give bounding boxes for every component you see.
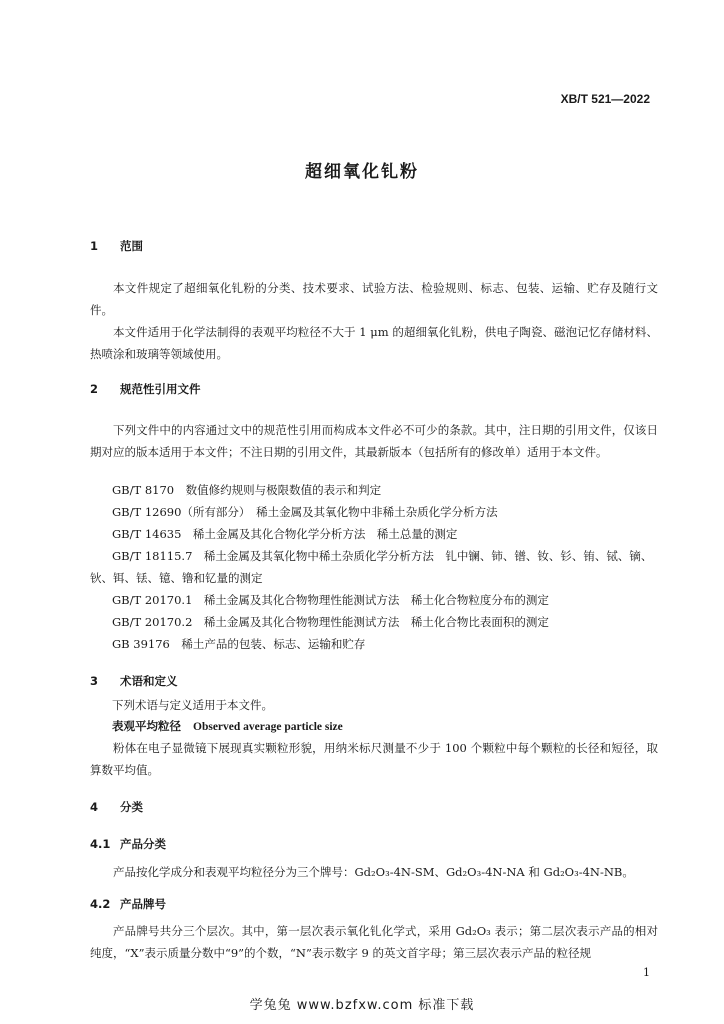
section-title: 规范性引用文件 <box>120 382 201 396</box>
classification-text: 产品按化学成分和表观平均粒径分为三个牌号：Gd₂O₃-4N-SM、Gd₂O₃-4N-NA 和 Gd₂O₃-4N-NB。 <box>113 865 634 879</box>
document-title: 超细氧化钆粉 <box>305 162 419 182</box>
footer-watermark: 学兔兔 www.bzfxw.com 标准下载 <box>249 998 475 1013</box>
subsection-title: 产品分类 <box>120 837 166 851</box>
grade-text: 产品牌号共分三个层次。其中，第一层次表示氧化钆化学式，采用 Gd₂O₃ 表示；第二层次表示产品的相对纯度，“X”表示质量分数中“9”的个数，“N”表示数字 9 的英文首字母；第三层次表示产品的粒径规 <box>90 924 658 960</box>
section-number: 4 <box>90 800 99 814</box>
reference-item: GB/T 14635 稀土金属及其化合物化学分析方法 稀土总量的测定 <box>112 527 458 541</box>
section-4-heading <box>90 799 143 815</box>
term-english: Observed average particle size <box>193 721 343 733</box>
reference-item: GB/T 8170 数值修约规则与极限数值的表示和判定 <box>112 483 382 497</box>
section-title: 范围 <box>120 239 143 253</box>
reference-item: GB 39176 稀土产品的包装、标志、运输和贮存 <box>112 637 366 651</box>
scope-paragraph-2: 本文件适用于化学法制得的表观平均粒径不大于 1 μm 的超细氧化钆粉，供电子陶瓷、磁泡记忆存储材料、热喷涂和玻璃等领域使用。 <box>90 325 658 361</box>
section-number: 3 <box>90 674 99 688</box>
terms-intro: 下列术语与定义适用于本文件。 <box>112 698 273 712</box>
section-number: 2 <box>90 382 99 396</box>
section-2-heading <box>90 381 201 397</box>
reference-item: GB/T 20170.1 稀土金属及其化合物物理性能测试方法 稀土化合物粒度分布的测定 <box>112 593 549 607</box>
subsection-4-2-heading <box>90 896 166 912</box>
reference-item-continued: 钬、铒、铥、镱、镥和钇量的测定 <box>90 571 263 585</box>
section-title: 分类 <box>120 800 143 814</box>
section-number: 1 <box>90 239 99 253</box>
scope-paragraph-1: 本文件规定了超细氧化钆粉的分类、技术要求、试验方法、检验规则、标志、包装、运输、贮存及随行文件。 <box>90 281 658 317</box>
reference-item: GB/T 20170.2 稀土金属及其化合物物理性能测试方法 稀土化合物比表面积的测定 <box>112 615 549 629</box>
subsection-number: 4.2 <box>90 897 111 911</box>
section-1-heading <box>90 238 143 254</box>
subsection-4-1-heading <box>90 836 166 852</box>
reference-item: GB/T 18115.7 稀土金属及其氧化物中稀土杂质化学分析方法 钆中镧、铈、镨、钕、钐、铕、铽、镝、 <box>112 549 653 563</box>
term-entry <box>112 716 343 737</box>
page-number: 1 <box>643 966 650 979</box>
standard-number: XB/T 521—2022 <box>560 92 650 106</box>
term-chinese: 表观平均粒径 <box>112 719 181 733</box>
section-title: 术语和定义 <box>120 674 178 688</box>
reference-item: GB/T 12690（所有部分） 稀土金属及其氧化物中非稀土杂质化学分析方法 <box>112 505 498 519</box>
references-intro: 下列文件中的内容通过文中的规范性引用而构成本文件必不可少的条款。其中，注日期的引用文件，仅该日期对应的版本适用于本文件；不注日期的引用文件，其最新版本（包括所有的修改单）适用于本文件。 <box>90 423 658 459</box>
section-3-heading <box>90 673 178 689</box>
subsection-number: 4.1 <box>90 837 111 851</box>
term-definition: 粉体在电子显微镜下展现真实颗粒形貌，用纳米标尺测量不少于 100 个颗粒中每个颗粒的长径和短径，取算数平均值。 <box>90 741 658 777</box>
subsection-title: 产品牌号 <box>120 897 166 911</box>
